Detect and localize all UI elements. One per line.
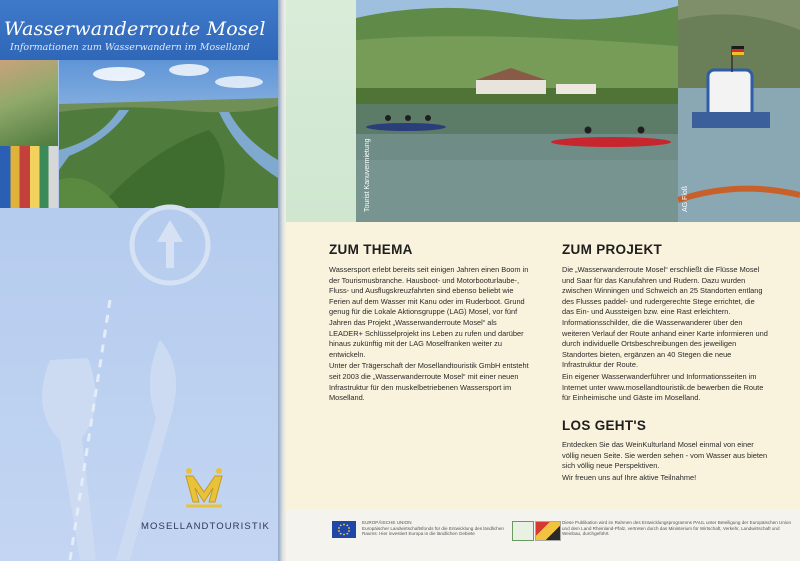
photo-raft-with-flag: [678, 0, 800, 222]
photo-colorful-boats: [0, 146, 58, 208]
los-gehts-paragraph: Entdecken Sie das WeinKulturland Mosel einmal von einer völlig neuen Seite. Sie werden sehen - vom Wasser aus bieten sich völlig neue Perspektiven.: [562, 440, 768, 471]
brochure-cover: [0, 0, 278, 561]
photo-mosel-valley: [59, 60, 278, 208]
zum-projekt-heading: ZUM PROJEKT: [562, 242, 663, 257]
photo-credit-canoe: Tourist Kanuvermietung: [364, 138, 371, 212]
eu-label: EUROPÄISCHE UNION: [362, 520, 412, 525]
los-gehts-paragraph: Wir freuen uns auf Ihre aktive Teilnahme!: [562, 472, 697, 482]
zum-thema-paragraph: Wassersport erlebt bereits seit einigen Jahren einen Boom in der Tourismusbranche. Hausboot- und Motorbooturlaube-, Fluss- und Ausflugskreuzfahrten sind ebenso beliebt wie Ferien auf dem Wasser mit Kanu oder im Ruderboot. Grund genug für die Lokale Aktionsgruppe (LAG) Mosel, vor fünf Jahren das Projekt „Wasserwanderroute Mosel“ als LEADER+ Schlüsselprojekt ins Leben zu rufen und darüber hinaus zukünftig mit der LAG Moselfranken weiter zu entwickeln.: [329, 265, 529, 359]
zum-projekt-paragraph: Ein eigener Wasserwanderführer und Informationsseiten im Internet unter www.mosellandtouristik.de bewerben die Route für Einheimische und Gäste im Moselland.: [562, 371, 764, 403]
zum-projekt-text: [562, 265, 768, 405]
photo-canoes-on-mosel: [356, 0, 678, 222]
partner-logo-icon: [535, 521, 561, 541]
page-fold: [278, 0, 286, 561]
zum-thema-text: [329, 265, 531, 405]
zum-projekt-paragraph: Die „Wasserwanderroute Mosel“ erschließt die Flüsse Mosel und Saar für das Kanufahren und Rudern. Dazu wurden zwischen Winningen und Schweich an 25 Standorten entlang des Flusses paddel- und rudergerechte Stege errichtet, die das Ein- und Aussteigen bzw. eine Rast erleichtern. Informationsschilder, die die Wasserwanderer über den weiteren Verlauf der Route anhand einer Karte informieren und durch individuelle Ortsbeschreibungen des jeweiligen Standortes bieten, ergänzen an 40 Stegen die neue Infrastruktur der Route.: [562, 265, 768, 370]
green-margin-strip: [286, 0, 356, 222]
eu-description: Europäischer Landwirtschaftsfonds für die Entwicklung des ländlichen Raums: Hier investiert Europa in die ländlichen Gebiete: [362, 525, 504, 537]
program-funding-text: Diese Publikation wird im Rahmen des Entwicklungsprogramms PAUL unter Beteiligung der Europäischen Union und dem Land Rheinland-Pfalz, vertreten durch das Ministerium für Wirtschaft, Verkehr, Landwirtschaft und Weinbau, durchgeführt.: [562, 520, 792, 537]
funding-footer: [286, 510, 800, 561]
photo-feet-in-water: [0, 60, 58, 146]
eu-funding-text: [362, 520, 510, 537]
arrow-circle-watermark-icon: [125, 200, 215, 290]
brand-name: MOSELLANDTOURISTIK: [141, 521, 270, 532]
mosellandtouristik-logo-icon: [180, 462, 228, 512]
leader-logo-icon: [512, 521, 534, 541]
los-gehts-text: [562, 440, 768, 484]
zum-thema-paragraph: Unter der Trägerschaft der Mosellandtouristik GmbH entsteht seit 2003 die „Wasserwanderroute Mosel“ mit einer neuen Infrastruktur für den muskelbetriebenen Wassersport im Moselland.: [329, 361, 529, 403]
los-gehts-heading: LOS GEHT'S: [562, 418, 647, 433]
cover-subtitle: Informationen zum Wasserwandern im Moselland: [10, 42, 250, 53]
brochure-inner-page: [286, 0, 800, 561]
zum-thema-heading: ZUM THEMA: [329, 242, 413, 257]
photo-credit-raft: AG Floß: [682, 185, 689, 212]
cover-title: Wasserwanderroute Mosel: [4, 18, 266, 40]
eu-flag-icon: [332, 521, 356, 538]
